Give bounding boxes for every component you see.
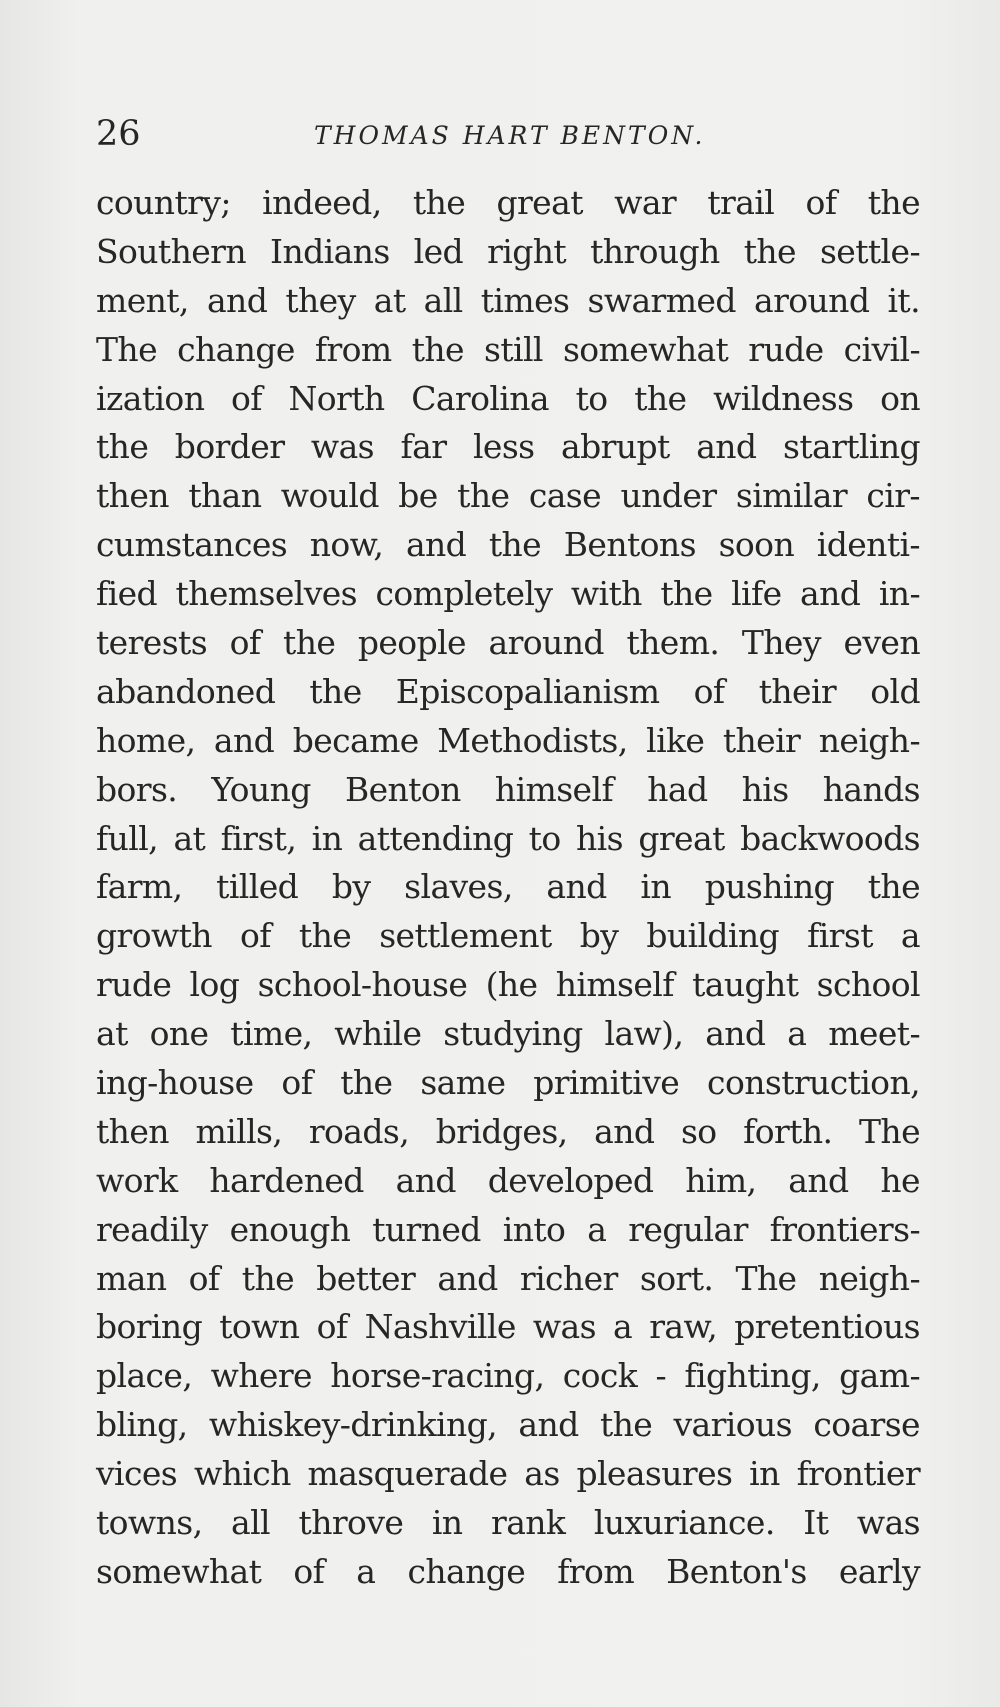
text-line: The change from the still somewhat rude civil-	[96, 329, 920, 369]
text-line: then than would be the case under similar cir-	[96, 476, 920, 516]
text-line: fied themselves completely with the life and in-	[96, 574, 920, 614]
text-line: vices which masquerade as pleasures in frontier	[96, 1454, 920, 1494]
text-line: man of the better and richer sort. The neigh-	[96, 1258, 920, 1298]
text-line: ment, and they at all times swarmed around it.	[96, 280, 920, 320]
text-line: somewhat of a change from Benton's early	[96, 1551, 920, 1591]
text-line: ization of North Carolina to the wildness on	[96, 378, 920, 418]
text-line: bors. Young Benton himself had his hands	[96, 769, 920, 809]
text-line: full, at first, in attending to his great backwoods	[96, 818, 920, 858]
text-line: boring town of Nashville was a raw, pretentious	[96, 1307, 920, 1347]
text-line: abandoned the Episcopalianism of their old	[96, 671, 920, 711]
page-number: 26	[96, 114, 141, 154]
text-line: work hardened and developed him, and he	[96, 1160, 920, 1200]
text-line: rude log school-house (he himself taught school	[96, 965, 920, 1005]
body-text	[96, 179, 920, 1597]
running-title: THOMAS HART BENTON.	[314, 121, 706, 150]
text-line: readily enough turned into a regular frontiers-	[96, 1209, 920, 1249]
text-line: growth of the settlement by building first a	[96, 916, 920, 956]
text-line: the border was far less abrupt and startling	[96, 427, 920, 467]
text-line: bling, whiskey-drinking, and the various coarse	[96, 1405, 920, 1445]
text-line: Southern Indians led right through the settle-	[96, 231, 920, 271]
text-line: then mills, roads, bridges, and so forth. The	[96, 1111, 920, 1151]
text-line: place, where horse-racing, cock - fighting, gam-	[96, 1356, 920, 1396]
text-line: home, and became Methodists, like their neigh-	[96, 720, 920, 760]
text-line: at one time, while studying law), and a meet-	[96, 1014, 920, 1054]
text-line: terests of the people around them. They even	[96, 623, 920, 663]
text-line: country; indeed, the great war trail of the	[96, 183, 920, 222]
text-line: ing-house of the same primitive construction,	[96, 1063, 920, 1103]
page-header	[96, 108, 916, 160]
text-line: towns, all throve in rank luxuriance. It was	[96, 1503, 920, 1543]
text-line: cumstances now, and the Bentons soon identi-	[96, 525, 920, 565]
text-line: farm, tilled by slaves, and in pushing the	[96, 867, 920, 907]
